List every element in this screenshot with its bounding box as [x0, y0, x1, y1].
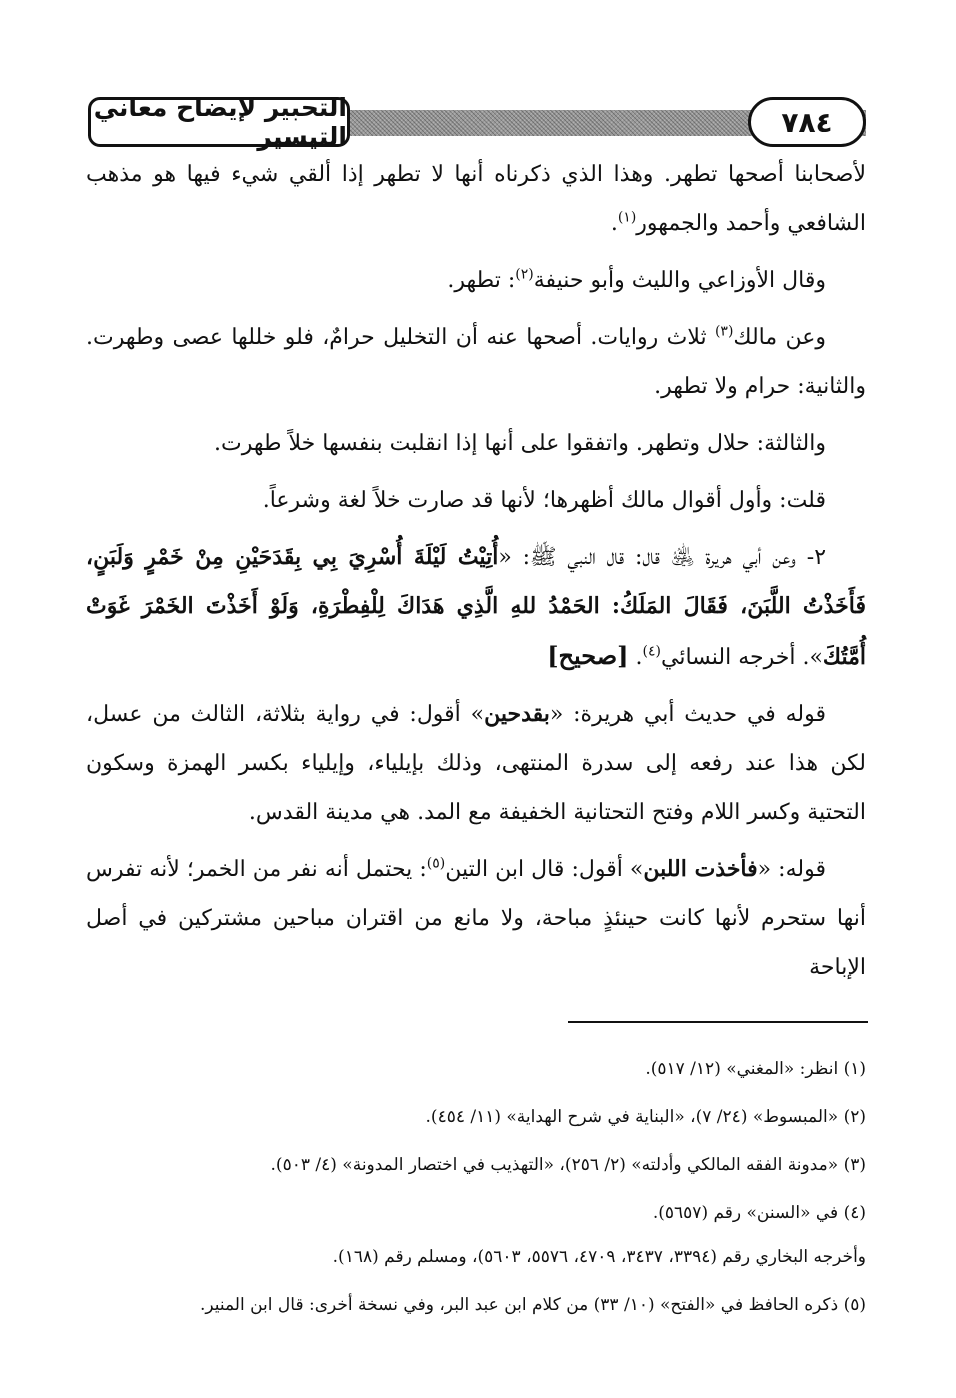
hadith-text: أُتِيْتُ لَيْلَةَ أُسْرِيَ بِي بِقَدَحَيْنِ مِنْ خَمْرٍ وَلَبَنٍ، فَأَخَذْتُ اللَّبَنَ، فَقَالَ المَلَكُ: الحَمْدُ للهِ الَّذِي هَدَاكَ لِلْفِطْرَةِ، وَلَوْ أَخَذْتَ الخَمْرَ غَوَتْ أُمَّتُكَ: [86, 544, 866, 670]
footnote-ref-5[interactable]: (٥): [426, 855, 446, 872]
paragraph-8: قوله: «فأخذت اللبن» أقول: قال ابن التين$^{(٥)}$: يحتمل أنه نفر من الخمر؛ لأنه تفرس أنها ستحرم لأنها كانت حينئذٍ مباحة، ولا مانع من اقتران مباحين مشتركين في أصل الإباحة: [86, 855, 866, 980]
paragraph-4: والثالثة: حلال وتطهر. واتفقوا على أنها إذا انقلبت بنفسها خلاً طهرت.: [214, 431, 826, 456]
quoted-term: فأخذت اللبن: [643, 856, 758, 882]
footnote-2: (٢) «المبسوط» (٢٤/ ٧)، «البناية في شرح الهداية» (١١/ ٤٥٤).: [425, 1107, 866, 1127]
footnote-1: (١) انظر: «المغني» (١٢/ ٥١٧).: [645, 1059, 866, 1079]
footnote-ref-2[interactable]: (٢): [515, 266, 534, 283]
footnote-ref-1[interactable]: (١): [617, 209, 637, 226]
footnotes: [86, 1058, 866, 1342]
paragraph-5: قلت: وأول أقوال مالك أظهرها؛ لأنها قد صارت خلاً لغة وشرعاً.: [262, 488, 826, 513]
footnote-separator: [568, 1021, 868, 1023]
footnote-3: (٣) «مدونة الفقه المالكي وأدلته» (٢/ ٢٥٦)، «التهذيب في اختصار المدونة» (٤/ ٥٠٣).: [270, 1155, 866, 1175]
paragraph-3: وعن مالك$^{(٣)}$ ثلاث روايات. أصحها عنه أن التخليل حرامٌ، فلو خللها عصى وطهرت. والثانية: حرام ولا تطهر.: [86, 323, 866, 399]
paragraph-1: لأصحابنا أصحها تطهر. وهذا الذي ذكرناه أنها لا تطهر إذا ألقي شيء فيها هو مذهب الشافعي وأحمد والجمهور$^{(١)}$.: [86, 162, 866, 236]
footnote-ref-4[interactable]: (٤): [642, 643, 661, 660]
footnote-4: (٤) في «السنن» رقم (٥٦٥٧).: [652, 1203, 866, 1223]
paragraph-2: وقال الأوزاعي والليث وأبو حنيفة$^{(٢)}$: تطهر.: [447, 266, 826, 293]
hadith-grade: [صحيح]: [547, 641, 629, 670]
footnote-4-continued: وأخرجه البخاري رقم (٣٣٩٤، ٣٤٣٧، ٤٧٠٩، ٥٥٧٦، ٥٦٠٣)، ومسلم رقم (١٦٨).: [332, 1247, 866, 1267]
book-title: التحبير لإيضاح معاني التيسير: [88, 97, 350, 147]
quoted-term: بقدحين: [484, 701, 550, 727]
footnote-ref-3[interactable]: (٣): [714, 323, 734, 340]
page-number: ٧٨٤: [748, 97, 866, 147]
main-text: [86, 150, 866, 1000]
paragraph-7: قوله في حديث أبي هريرة: «بقدحين» أقول: في رواية بثلاثة، الثالث من عسل، لكن هذا عند رفعه إلى سدرة المنتهى، وذلك بإيلياء، وإيلياء بكسر الهمزة وسكون التحتية وكسر اللام وفتح التحتانية الخفيفة مع المد. هي مدينة القدس.: [86, 701, 866, 825]
hadith-paragraph: ٢- وعن أبي هريرة ﵁ قال: قال النبي ﷺ: «أُتِيْتُ لَيْلَةَ أُسْرِيَ بِي بِقَدَحَيْنِ مِنْ خَمْرٍ وَلَبَنٍ، فَأَخَذْتُ اللَّبَنَ، فَقَالَ المَلَكُ: الحَمْدُ للهِ الَّذِي هَدَاكَ لِلْفِطْرَةِ، وَلَوْ أَخَذْتَ الخَمْرَ غَوَتْ أُمَّتُكَ». أخرجه النسائي$^{(٤)}$. [صحيح]: [86, 544, 866, 670]
footnote-5: (٥) ذكره الحافظ في «الفتح» (١٠/ ٣٣) من كلام ابن عبد البر، وفي نسخة أخرى: قال ابن المنير.: [199, 1295, 866, 1315]
page-header: [88, 93, 866, 151]
